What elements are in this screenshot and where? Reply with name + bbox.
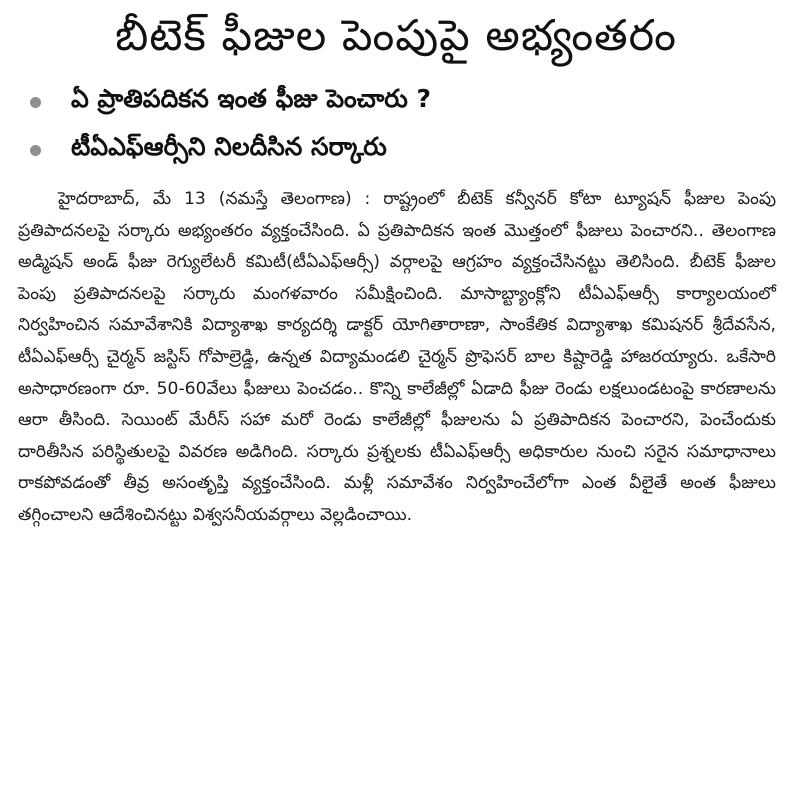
subhead-item [16,126,776,174]
subhead-list [16,78,776,174]
headline: బీటెక్ ఫీజుల పెంపుపై అభ్యంతరం [115,11,677,61]
article-body-text: హైదరాబాద్, మే 13 (నమస్తే తెలంగాణ) : రాష్ట్రంలో బీటెక్ కన్వీనర్ కోటా ట్యూషన్ ఫీజుల పెంపు ప్రతిపాదనలపై సర్కారు అభ్యంతరం వ్యక్తంచేసింది. ఏ ప్రతిపాదికన ఇంత మొత్తంలో ఫీజులు పెంచారని.. తెలంగాణ అడ్మిషన్ అండ్ ఫీజు రెగ్యులేటరీ కమిటీ(టీఏఎఫ్ఆర్సీ) వర్గాలపై ఆగ్రహం వ్యక్తంచేసినట్టు తెలిసింది. బీటెక్ ఫీజుల పెంపు ప్రతిపాదనలపై సర్కారు మంగళవారం సమీక్షించింది. మాసాబ్ట్యాంక్లోని టీఏఎఫ్ఆర్సీ కార్యాలయంలో నిర్వహించిన సమావేశానికి విద్యాశాఖ కార్యదర్శి డాక్టర్ యోగితారాణా, సాంకేతిక విద్యాశాఖ కమిషనర్ శ్రీదేవసేన, టీఏఎఫ్ఆర్సీ చైర్మన్ జస్టిస్ గోపాల్రెడ్డి, ఉన్నత విద్యామండలి చైర్మన్ ప్రొఫెసర్ బాల కిష్టారెడ్డి హాజరయ్యారు. ఒకేసారి అసాధారణంగా రూ. 50-60వేలు ఫీజులు పెంచడం.. కొన్ని కాలేజీల్లో ఏడాది ఫీజు రెండు లక్షలుండటంపై కారణాలను ఆరా తీసింది. సెయింట్ మేరీస్ సహా మరో రెండు కాలేజీల్లో ఫీజులను ఏ ప్రతిపాదికన పెంచారని, పెంచేందుకు దారితీసిన పరిస్థితులపై వివరణ అడిగింది. సర్కారు ప్రశ్నలకు టీఏఎఫ్ఆర్సీ అధికారుల నుంచి సరైన సమాధానాలు రాకపోవడంతో తీవ్ర అసంతృప్తి వ్యక్తంచేసింది. మళ్లీ సమావేశం నిర్వహించేలోగా ఎంత వీలైతే అంత ఫీజులు తగ్గించాలని ఆదేశించినట్టు విశ్వసనీయవర్గాలు వెల్లడించాయి. [18,189,776,525]
bullet-icon [30,145,41,156]
subhead-item [16,78,776,126]
bullet-icon [30,97,41,108]
subhead-text: టీఏఎఫ్ఆర్సీని నిలదీసిన సర్కారు [71,132,387,161]
subhead-text: ఏ ప్రాతిపదికన ఇంత ఫీజు పెంచారు ? [71,84,431,113]
article-body [16,184,776,532]
